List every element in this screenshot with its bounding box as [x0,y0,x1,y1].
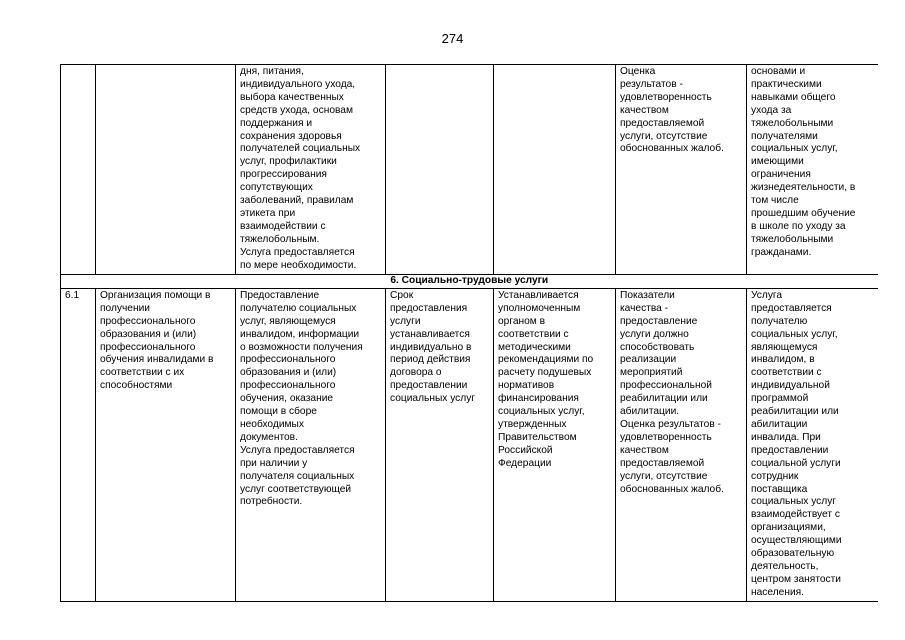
cell-per-capita-norm [494,65,616,275]
section-header-row [61,275,878,289]
cell-service-term: Срок предоставления услуги устанавливается индивидуально в период действия договора о предоставлении социальных услуг [386,288,494,601]
cell-service-description: дня, питания, индивидуального ухода, выбора качественных средств ухода, основам поддержания и сохранения здоровья получателей социальных услуг, профилактики прогрессирования сопутствующих заболеваний, правилам этикета при взаимодействии с тяжелобольным. Услуга предоставляется по мере необходимости. [236,65,386,275]
cell-per-capita-norm: Устанавливается уполномоченным органом в соответствии с методическими рекомендациями по расчету подушевых нормативов финансирования социальных услуг, утвержденных Правительством Российской Федерации [494,288,616,601]
cell-num: 6.1 [61,288,96,601]
cell-quality-indicators: Оценка результатов - удовлетворенность качеством предоставляемой услуги, отсутствие обоснованных жалоб. [616,65,747,275]
services-table [60,64,878,602]
table-row [61,65,878,275]
table-row [61,288,878,601]
cell-quality-indicators: Показатели качества - предоставление услуги должно способствовать реализации мероприятий профессиональной реабилитации или абилитации. Оценка результатов - удовлетворенность качеством предоставляемой услуги, отсутствие обоснованных жалоб. [616,288,747,601]
cell-num [61,65,96,275]
cell-service-term [386,65,494,275]
cell-service-conditions: основами и практическими навыками общего ухода за тяжелобольными получателями социальных услуг, имеющими ограничения жизнедеятельности, в том числе прошедшим обучение в школе по уходу за тяжелобольными гражданами. [747,65,878,275]
section-title: 6. Социально-трудовые услуги [61,275,878,289]
cell-service-conditions: Услуга предоставляется получателю социальных услуг, являющемуся инвалидом, в соответствии с индивидуальной программой реабилитации или абилитации инвалида. При предоставлении социальной услуги сотрудник поставщика социальных услуг взаимодействует с организациями, осуществляющими образовательную деятельность, центром занятости населения. [747,288,878,601]
page-number: 274 [441,31,464,46]
cell-service-description: Предоставление получателю социальных услуг, являющемуся инвалидом, информации о возможности получения профессионального образования и (или) профессионального обучения, оказание помощи в сборе необходимых документов. Услуга предоставляется при наличии у получателя социальных услуг соответствующей потребности. [236,288,386,601]
cell-service-name [96,65,236,275]
cell-service-name: Организация помощи в получении профессионального образования и (или) профессионального обучения инвалидами в соответствии с их способностями [96,288,236,601]
